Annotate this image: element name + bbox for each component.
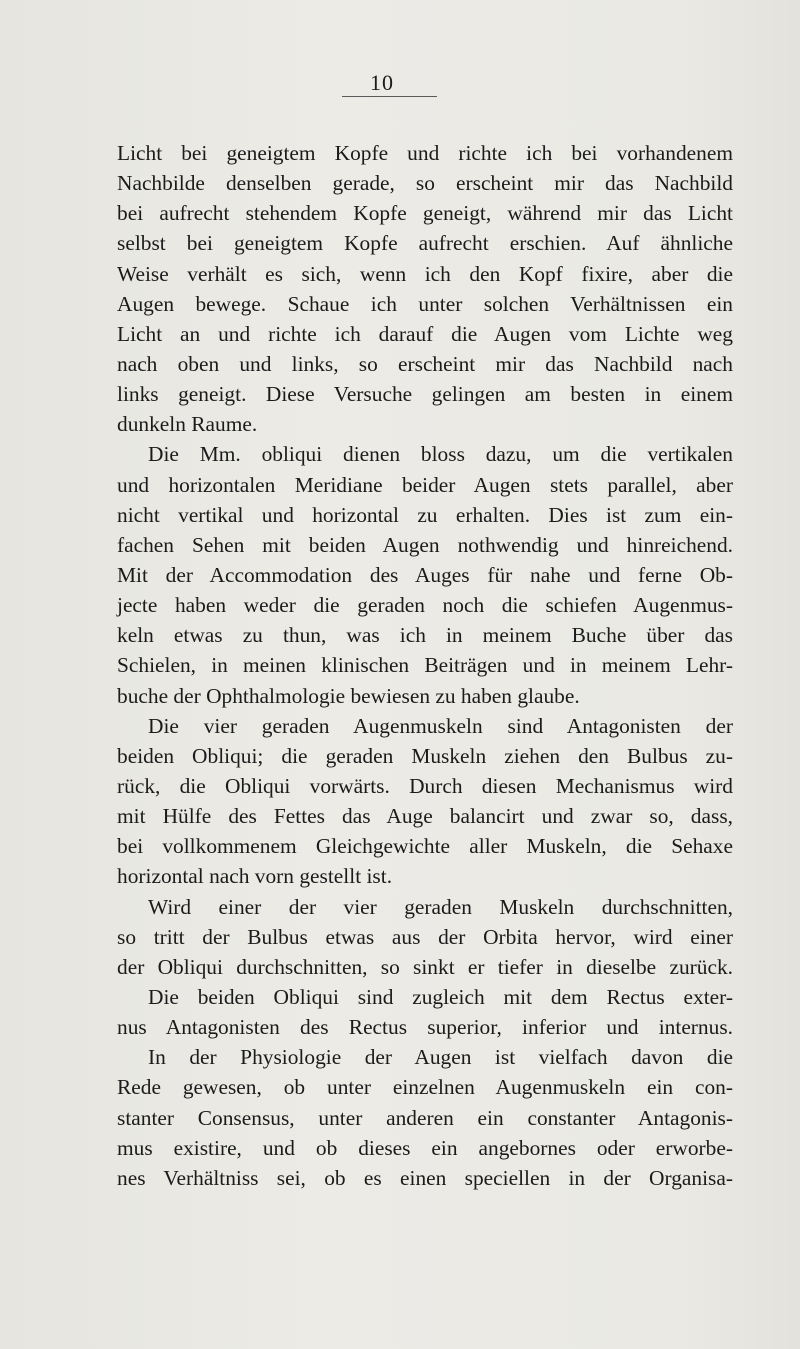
text-line: In der Physiologie der Augen ist vielfach davon die	[148, 1045, 733, 1070]
body-text	[117, 138, 733, 1193]
text-line: Wird einer der vier geraden Muskeln durchschnitten,	[148, 894, 733, 919]
text-line: so tritt der Bulbus etwas aus der Orbita hervor, wird einer	[117, 924, 733, 949]
text-line: stanter Consensus, unter anderen ein constanter Antagonis-	[117, 1105, 733, 1130]
text-line: und horizontalen Meridiane beider Augen stets parallel, aber	[117, 472, 733, 497]
text-line: rück, die Obliqui vorwärts. Durch diesen Mechanismus wird	[117, 773, 733, 798]
text-line: Licht bei geneigtem Kopfe und richte ich bei vorhandenem	[117, 141, 733, 165]
text-line: Nachbilde denselben gerade, so erscheint mir das Nachbild	[117, 171, 733, 196]
text-line: Augen bewege. Schaue ich unter solchen Verhältnissen ein	[117, 291, 733, 316]
header-rule	[342, 96, 437, 97]
text-line: beiden Obliqui; die geraden Muskeln ziehen den Bulbus zu-	[117, 743, 733, 768]
text-line: keln etwas zu thun, was ich in meinem Buche über das	[117, 623, 733, 648]
text-line: dunkeln Raume.	[117, 412, 258, 437]
text-line: nus Antagonisten des Rectus superior, inferior und internus.	[117, 1015, 733, 1040]
text-line: Die Mm. obliqui dienen bloss dazu, um die vertikalen	[148, 442, 733, 467]
text-line: Mit der Accommodation des Auges für nahe und ferne Ob-	[117, 562, 733, 587]
text-line: Schielen, in meinen klinischen Beiträgen und in meinem Lehr-	[117, 653, 733, 678]
text-line: buche der Ophthalmologie bewiesen zu haben glaube.	[117, 683, 580, 708]
text-line: mit Hülfe des Fettes das Auge balancirt und zwar so, dass,	[117, 804, 733, 829]
text-line: der Obliqui durchschnitten, so sinkt er tiefer in dieselbe zurück.	[117, 954, 733, 979]
text-line: bei aufrecht stehendem Kopfe geneigt, während mir das Licht	[117, 201, 733, 226]
text-line: nicht vertikal und horizontal zu erhalten. Dies ist zum ein-	[117, 502, 733, 527]
text-line: horizontal nach vorn gestellt ist.	[117, 864, 393, 889]
text-line: nes Verhältniss sei, ob es einen speciellen in der Organisa-	[117, 1165, 733, 1190]
text-line: Die vier geraden Augenmuskeln sind Antagonisten der	[148, 713, 733, 738]
text-line: links geneigt. Diese Versuche gelingen am besten in einem	[117, 382, 733, 407]
text-line: Weise verhält es sich, wenn ich den Kopf fixire, aber die	[117, 261, 733, 286]
text-line: Die beiden Obliqui sind zugleich mit dem Rectus exter-	[148, 984, 733, 1009]
text-line: jecte haben weder die geraden noch die schiefen Augenmus-	[117, 593, 733, 618]
text-line: mus existire, und ob dieses ein angebornes oder erworbe-	[117, 1135, 733, 1160]
page-number: 10	[370, 70, 394, 95]
text-line: bei vollkommenem Gleichgewichte aller Muskeln, die Sehaxe	[117, 834, 733, 859]
text-line: fachen Sehen mit beiden Augen nothwendig und hinreichend.	[117, 532, 733, 557]
text-line: Rede gewesen, ob unter einzelnen Augenmuskeln ein con-	[117, 1075, 733, 1100]
text-line: selbst bei geneigtem Kopfe aufrecht erschien. Auf ähnliche	[117, 231, 733, 256]
text-line: nach oben und links, so erscheint mir das Nachbild nach	[117, 351, 733, 376]
text-line: Licht an und richte ich darauf die Augen vom Lichte weg	[117, 321, 733, 346]
